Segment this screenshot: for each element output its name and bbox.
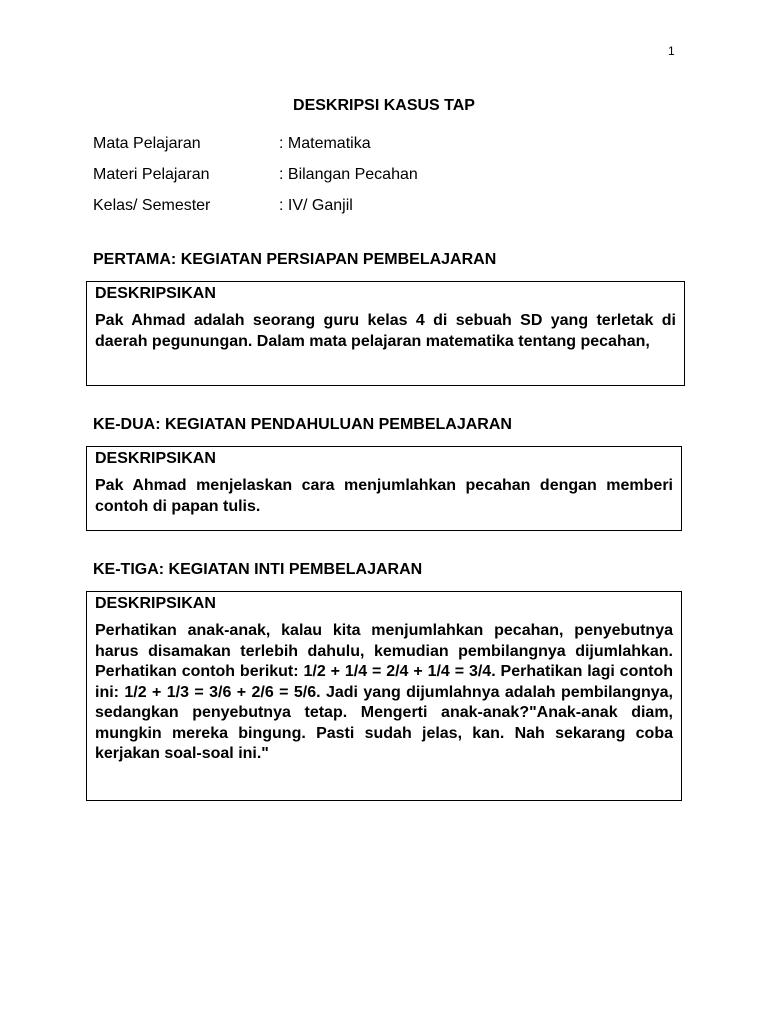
document-title: DESKRIPSI KASUS TAP — [293, 97, 475, 114]
meta-label: Kelas/ Semester — [93, 196, 211, 214]
meta-label: Materi Pelajaran — [93, 165, 210, 183]
box-label: DESKRIPSIKAN — [95, 285, 216, 302]
meta-value: : Matematika — [279, 134, 371, 152]
meta-label: Mata Pelajaran — [93, 134, 201, 152]
box-text: Pak Ahmad adalah seorang guru kelas 4 di sebuah SD yang terletak di daerah pegunungan. Dalam mata pelajaran matematika tentang pecahan, — [95, 312, 676, 350]
box-label: DESKRIPSIKAN — [95, 450, 216, 467]
description-box-introduction — [86, 446, 682, 531]
meta-row-subject — [93, 128, 418, 159]
meta-value: : IV/ Ganjil — [279, 196, 353, 214]
description-box-core — [86, 591, 682, 801]
box-label: DESKRIPSIKAN — [95, 595, 216, 612]
meta-row-material — [93, 159, 418, 190]
box-text: Perhatikan anak-anak, kalau kita menjumlahkan pecahan, penyebutnya harus disamakan terlebih dahulu, kemudian pembilangnya dijumlahkan. Perhatikan contoh berikut: 1/2 + 1/4 = 2/4 + 1/4 = 3/4. Perhatikan lagi contoh ini: 1/2 + 1/3 = 3/6 + 2/6 = 5/6. Jadi yang dijumlahnya adalah pembilangnya, sedangkan penyebutnya tetap. Mengerti anak-anak?"Anak-anak diam, mungkin mereka bingung. Pasti sudah jelas, kan. Nah sekarang coba kerjakan soal-soal ini." — [95, 622, 673, 762]
section-heading-preparation: PERTAMA: KEGIATAN PERSIAPAN PEMBELAJARAN — [93, 251, 497, 268]
meta-value: : Bilangan Pecahan — [279, 165, 418, 183]
description-box-preparation — [86, 281, 685, 386]
page-number: 1 — [668, 44, 675, 58]
meta-table — [93, 128, 418, 221]
section-heading-introduction: KE-DUA: KEGIATAN PENDAHULUAN PEMBELAJARAN — [93, 416, 512, 433]
meta-row-class — [93, 190, 418, 221]
section-heading-core: KE-TIGA: KEGIATAN INTI PEMBELAJARAN — [93, 561, 423, 578]
box-text: Pak Ahmad menjelaskan cara menjumlahkan pecahan dengan memberi contoh di papan tulis. — [95, 477, 673, 515]
